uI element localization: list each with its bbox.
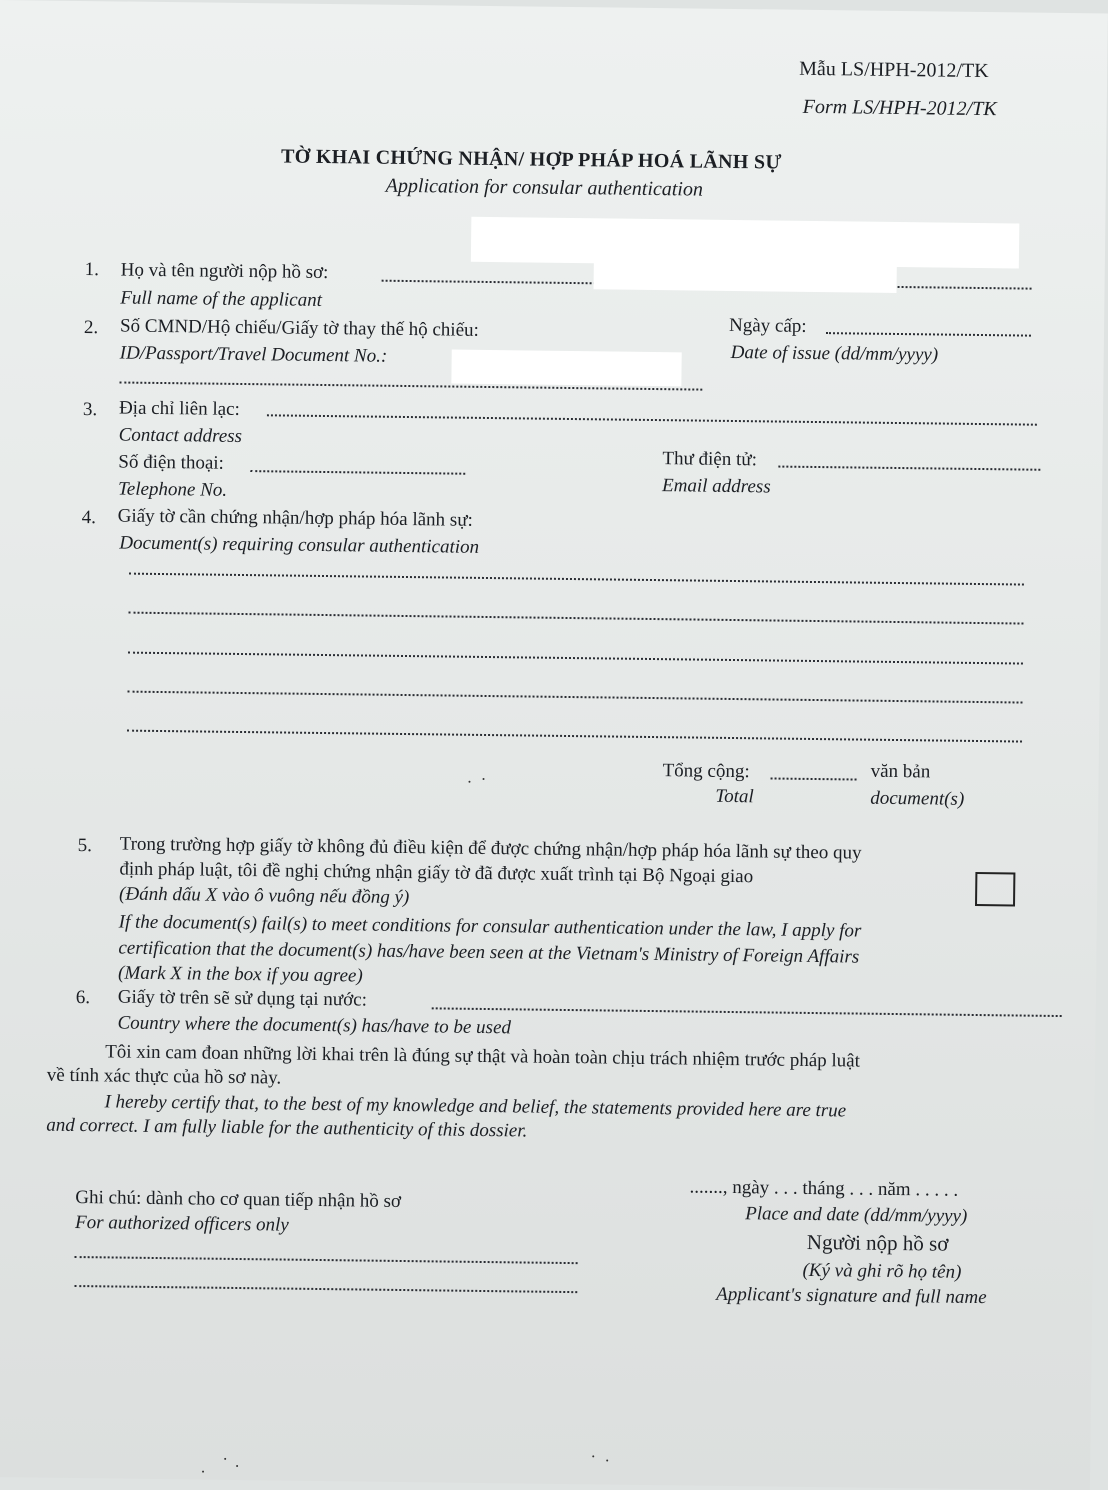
id-number-label-en: ID/Passport/Travel Document No.: [119,342,388,367]
redaction-box [594,257,897,293]
officer-note-line[interactable] [74,1269,577,1293]
officer-note-line[interactable] [75,1240,578,1264]
date-of-issue-label-en: Date of issue (dd/mm/yyyy) [730,341,939,366]
print-speck [202,1471,204,1473]
date-of-issue-field[interactable] [826,316,1031,337]
signature-label-en: Applicant's signature and full name [716,1283,987,1309]
declaration-en-line2: and correct. I am fully liable for the authenticity of this dossier. [46,1114,528,1142]
place-date-line[interactable]: ......., ngày . . . tháng . . . năm . . . . . [689,1176,959,1201]
applicant-label: Người nộp hồ sơ [806,1229,949,1256]
declaration-vi-line2: về tính xác thực của hồ sơ này. [46,1064,282,1089]
telephone-label: Số điện thoại: [118,451,225,474]
contact-address-label-en: Contact address [118,424,243,447]
print-speck [224,1458,226,1460]
country-label: Giấy tờ trên sẽ sử dụng tại nước: [117,986,368,1011]
declaration-en-line1: I hereby certify that, to the best of my knowledge and belief, the statements provided here are true [104,1091,847,1122]
telephone-label-en: Telephone No. [117,478,228,501]
full-name-label: Họ và tên người nộp hồ sơ: [120,259,329,284]
fallback-request-hint: (Đánh dấu X vào ô vuông nếu đồng ý) [118,883,410,909]
telephone-field[interactable] [250,454,465,475]
fallback-request-hint-en: (Mark X in the box if you agree) [117,962,363,987]
print-speck [592,1455,594,1457]
total-label: Tổng cộng: [662,760,750,783]
field-1-number: 1. [84,259,100,281]
full-name-label-en: Full name of the applicant [120,287,323,311]
id-number-label: Số CMND/Hộ chiếu/Giấy tờ thay thế hộ chiếu: [119,315,479,341]
document-line[interactable] [128,636,1023,665]
contact-address-field[interactable] [267,398,1037,425]
officer-note-label: Ghi chú: dành cho cơ quan tiếp nhận hồ sơ [75,1187,402,1212]
field-2-number: 2. [83,317,99,339]
print-speck [468,781,470,783]
print-speck [483,778,485,780]
declaration-vi-line1: Tôi xin cam đoan những lời khai trên là đúng sự thật và hoàn toàn chịu trách nhiệm trước pháp luật [105,1041,861,1072]
total-label-en: Total [715,785,754,808]
total-unit-en: document(s) [870,787,965,810]
officer-note-label-en: For authorized officers only [74,1212,289,1236]
contact-address-label: Địa chỉ liên lạc: [118,397,240,420]
country-field[interactable] [432,991,1062,1017]
date-of-issue-label: Ngày cấp: [728,314,807,337]
documents-label: Giấy tờ cần chứng nhận/hợp pháp hóa lãnh sự: [117,505,473,531]
email-field[interactable] [778,450,1040,471]
form-title-en: Application for consular authentication [385,174,704,201]
document-line[interactable] [128,675,1023,704]
fallback-request-line2: định pháp luật, tôi đề nghị chứng nhận giấy tờ đã được xuất trình tại Bộ Ngoại giao [119,858,754,888]
total-count-field[interactable] [771,761,857,780]
print-speck [606,1460,608,1462]
email-label: Thư điện tử: [662,448,758,471]
field-6-number: 6. [75,987,91,1009]
email-label-en: Email address [661,475,771,498]
fallback-request-line1: Trong trường hợp giấy tờ không đủ điều kiện để được chứng nhận/hợp pháp hóa lãnh sự theo quy [119,833,862,864]
document-line[interactable] [129,596,1024,625]
document-line[interactable] [129,557,1024,586]
field-5-number: 5. [77,835,93,857]
total-unit: văn bản [870,760,931,783]
form-code-en: Form LS/HPH-2012/TK [802,95,997,121]
field-4-number: 4. [81,507,97,529]
fallback-request-line1-en: If the document(s) fail(s) to meet conditions for consular authentication under the law, I apply for [118,911,862,942]
country-label-en: Country where the document(s) has/have to be used [117,1012,512,1039]
print-speck [236,1465,238,1467]
field-3-number: 3. [82,399,98,421]
form-code-vi: Mẫu LS/HPH-2012/TK [799,57,989,83]
documents-label-en: Document(s) requiring consular authentication [119,532,480,558]
document-line[interactable] [127,714,1022,743]
fallback-request-line2-en: certification that the document(s) has/have been seen at the Vietnam's Ministry of Foreign Affairs [118,937,860,968]
agree-checkbox[interactable] [975,872,1015,906]
form-title-vi: TỜ KHAI CHỨNG NHẬN/ HỢP PHÁP HOÁ LÃNH SỰ [280,145,782,174]
place-date-label-en: Place and date (dd/mm/yyyy) [745,1203,968,1227]
signature-hint: (Ký và ghi rõ họ tên) [802,1259,962,1283]
